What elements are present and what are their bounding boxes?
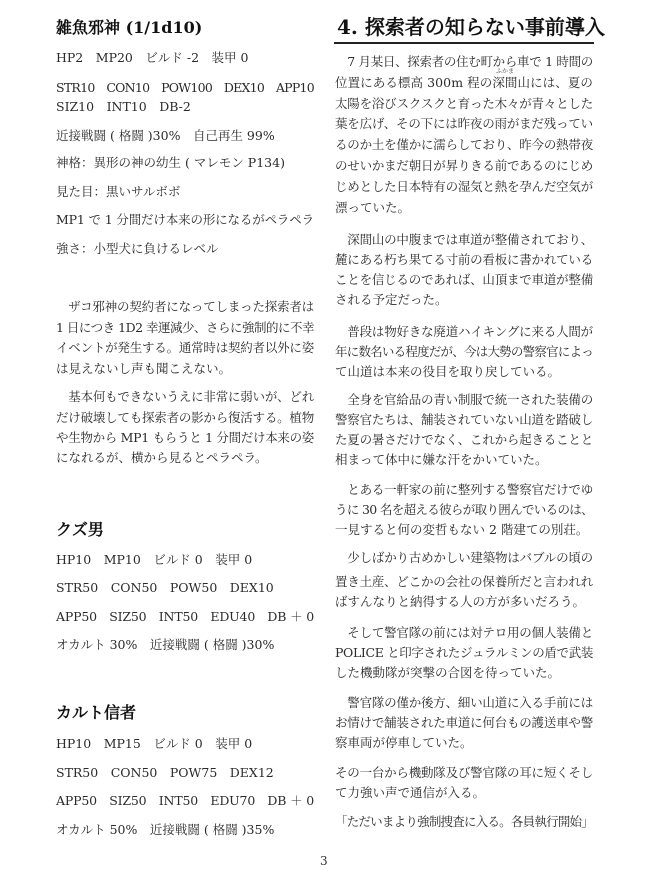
paragraph-line: ことを信じるのであれば、山頂まで車道が整備 xyxy=(335,272,593,287)
stat-line: オカルト 30% 近接戦闘 ( 格闘 )30% xyxy=(56,637,275,652)
paragraph-line: ザコ邪神の契約者になってしまった探索者は xyxy=(56,299,314,314)
paragraph-line: POLICE と印字されたジュラルミンの盾で武装 xyxy=(335,645,593,660)
paragraph-line: イベントが発生する。通常時は契約者以外に姿 xyxy=(56,340,314,355)
paragraph-line: 漂っていた。 xyxy=(335,200,411,215)
stat-line: オカルト 50% 近接戦闘 ( 格闘 )35% xyxy=(56,822,275,837)
paragraph-line: とある一軒家の前に整列する警察官だけでゆ xyxy=(335,482,593,497)
paragraph-line: た夏の暑さだけでなく、これから起きることと xyxy=(335,432,593,447)
stat-line: 近接戦闘 ( 格闘 )30% 自己再生 99% xyxy=(56,128,275,143)
paragraph-line: 少しばかり古めかしい建築物はバブルの頃の xyxy=(335,550,593,565)
paragraph-line: だけ破壊しても探索者の影から復活する。植物 xyxy=(56,410,314,425)
stat-line: MP1 で 1 分間だけ本来の形になるがペラペラ xyxy=(56,212,314,227)
stat-line: HP10 MP10 ビルド 0 装甲 0 xyxy=(56,552,253,567)
paragraph-line: るのか土を僅かに濡らしており、昨今の熱帯夜 xyxy=(335,137,593,152)
paragraph-line: 察車両が停車していた。 xyxy=(335,735,473,750)
entity-title: クズ男 xyxy=(56,520,104,539)
stat-line: STR50 CON50 POW50 DEX10 xyxy=(56,580,274,595)
stat-line: SIZ10 INT10 DB-2 xyxy=(56,99,191,114)
paragraph-line: 太陽を浴びスクスクと育った木々が青々とした xyxy=(335,96,593,111)
paragraph-line: 警察官たちは、舗装されていない山道を踏破し xyxy=(335,412,593,427)
paragraph-line: 全身を官給品の青い制服で統一された装備の xyxy=(335,392,593,407)
paragraph-line: 相まって体中に嫌な汗をかいていた。 xyxy=(335,452,548,467)
stat-line: STR50 CON50 POW75 DEX12 xyxy=(56,765,274,780)
paragraph-line: 7 月某日、探索者の住む町から車で 1 時間の xyxy=(335,54,594,69)
paragraph-line: した機動隊が突撃の合図を待っていた。 xyxy=(335,665,561,680)
paragraph-line: そして警官隊の前には対テロ用の個人装備と xyxy=(335,625,593,640)
paragraph-line: て山道は本来の役目を取り戻している。 xyxy=(335,364,561,379)
paragraph-line: 普段は物好きな廃道ハイキングに来る人間が xyxy=(335,324,593,339)
furigana: ふかま xyxy=(496,68,515,75)
paragraph-line: になれるが、横から見るとペラペラ。 xyxy=(56,450,268,465)
page-number: 3 xyxy=(320,854,328,868)
paragraph-line: その一台から機動隊及び警官隊の耳に短くそし xyxy=(335,765,593,780)
entity-title: カルト信者 xyxy=(56,703,137,722)
paragraph-line: 麓にある朽ち果てる寸前の看板に書かれている xyxy=(335,252,593,267)
entity-title: 雑魚邪神 (1/1d10) xyxy=(56,18,203,37)
paragraph-line: じめとした日本特有の湿気と熱を孕んだ空気が xyxy=(335,179,593,194)
paragraph-line: 深間山の中腹までは車道が整備されており、 xyxy=(335,232,593,247)
paragraph-line: 置き土産、どこかの会社の保養所だと言われれ xyxy=(335,574,593,589)
paragraph-line: 1 日につき 1D2 幸運減少、さらに強制的に不幸 xyxy=(56,320,315,335)
paragraph-line: 葉を広げ、その下には昨夜の雨がまだ残ってい xyxy=(335,116,593,131)
stat-line: 神格：異形の神の幼生 ( マレモン P134) xyxy=(56,155,285,170)
paragraph-line: 位置にある標高 300m 程の深間山には、夏の xyxy=(335,75,593,90)
section-title-underline xyxy=(334,42,594,44)
paragraph-line: ばすんなりと納得する人の方が多いだろう。 xyxy=(335,594,586,609)
paragraph-line: は見えないし声も聞こえない。 xyxy=(56,361,232,376)
paragraph-line: 一見すると何の変哲もない 2 階建ての別荘。 xyxy=(335,522,589,537)
section-title: 4. 探索者の知らない事前導入 xyxy=(337,15,605,39)
paragraph-line: うに 30 名を超える彼らが取り囲んでいるのは、 xyxy=(335,502,593,517)
stat-line: APP50 SIZ50 INT50 EDU40 DB ＋ 0 xyxy=(56,609,314,624)
paragraph-line: て力強い声で通信が入る。 xyxy=(335,785,486,800)
paragraph-line: 「ただいまより強制捜査に入る。各員執行開始」 xyxy=(335,814,593,829)
paragraph-line: 基本何もできないうえに非常に弱いが、どれ xyxy=(56,389,314,404)
stat-line: 見た目：黒いサルボボ xyxy=(56,184,181,199)
stat-line: 強さ：小型犬に負けるレベル xyxy=(56,241,219,256)
paragraph-line: 年に数名いる程度だが、今は大勢の警察官によっ xyxy=(335,344,593,359)
paragraph-line: お情けで舗装された車道に何台もの護送車や警 xyxy=(335,715,593,730)
stat-line: HP2 MP20 ビルド -2 装甲 0 xyxy=(56,50,249,65)
stat-line: APP50 SIZ50 INT50 EDU70 DB ＋ 0 xyxy=(56,793,314,808)
stat-line: STR10 CON10 POW100 DEX10 APP10 xyxy=(56,80,314,95)
paragraph-line: のせいかまだ朝日が昇りきる前であるのにじめ xyxy=(335,158,593,173)
stat-line: HP10 MP15 ビルド 0 装甲 0 xyxy=(56,736,253,751)
paragraph-line: 警官隊の僅か後方、細い山道に入る手前には xyxy=(335,695,593,710)
paragraph-line: される予定だった。 xyxy=(335,292,448,307)
paragraph-line: や生物から MP1 もらうと 1 分間だけ本来の姿 xyxy=(56,430,314,445)
